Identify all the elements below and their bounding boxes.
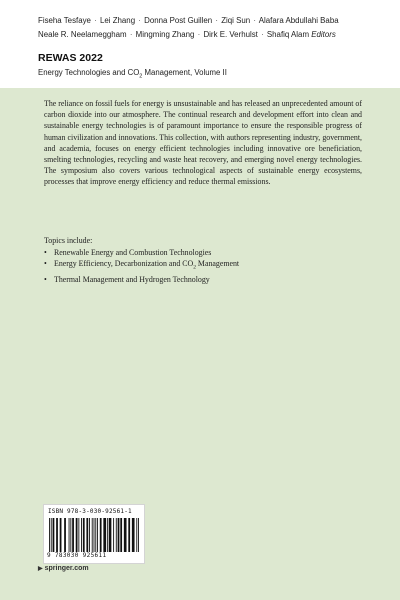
barcode-stripe [132, 518, 135, 552]
barcode-stripe [92, 518, 93, 552]
author-name: Neale R. Neelameggham [38, 29, 127, 39]
barcode-stripe [116, 518, 117, 552]
book-subtitle [38, 68, 227, 80]
barcode-stripe [81, 518, 82, 552]
topics-heading: Topics include: [44, 236, 93, 245]
author-separator: · [261, 29, 264, 39]
author-name: Shafiq Alam [266, 29, 310, 39]
topic-text-end: Management [195, 259, 240, 269]
bullet-icon: • [44, 259, 47, 269]
barcode-stripe [78, 518, 79, 552]
barcode-stripe [89, 518, 90, 552]
editors-label: Editors [311, 29, 336, 39]
barcode-stripe [94, 518, 95, 552]
barcode-stripe [49, 518, 50, 552]
barcode-stripe [76, 518, 78, 552]
barcode-stripe [95, 518, 96, 552]
isbn-label: ISBN 978-3-030-92561-1 [48, 508, 132, 515]
barcode-digits: 9 783030 925611 [47, 552, 107, 559]
author-separator: · [129, 29, 133, 39]
author-separator: · [253, 16, 256, 25]
author-separator: · [138, 16, 141, 25]
topic-text: Energy Efficiency, Decarbonization and CO [54, 259, 194, 269]
barcode-stripe [53, 518, 55, 552]
barcode-stripe [51, 518, 52, 552]
barcode-stripe [69, 518, 70, 552]
barcode-stripe [103, 518, 106, 552]
barcode-stripe [107, 518, 108, 552]
barcode-stripe [97, 518, 98, 552]
topic-text: Renewable Energy and Combustion Technologies [54, 248, 212, 257]
barcode-stripe [64, 518, 66, 552]
author-name: Alafara Abdullahi Baba [258, 16, 339, 25]
barcode-stripe [124, 518, 127, 552]
topic-item [44, 274, 239, 285]
barcode-stripe [70, 518, 71, 552]
bullet-icon: • [44, 275, 47, 285]
author-name: Lei Zhang [99, 16, 136, 25]
barcode-stripe [138, 518, 139, 552]
author-name: Mingming Zhang [135, 29, 195, 39]
isbn-barcode [43, 504, 145, 564]
topic-item [44, 247, 239, 258]
barcode-stripe [72, 518, 74, 552]
bullet-icon: • [44, 248, 47, 257]
publisher-url-text: springer.com [44, 565, 89, 572]
barcode-stripe [56, 518, 58, 552]
barcode-stripe [128, 518, 130, 552]
topic-text: Thermal Management and Hydrogen Technology [54, 275, 210, 285]
barcode-stripe [83, 518, 85, 552]
barcode-stripe [113, 518, 114, 552]
topic-item [44, 258, 239, 274]
author-name: Dirk E. Verhulst [203, 29, 258, 39]
description-paragraph: The reliance on fossil fuels for energy is unsustainable and has released an unprecedented amount of carbon dioxide into our atmosphere. The continual research and development effort into clean and sustainable energy technologies is of paramount importance to ensure the responsible progress of human civilization and innovations. This collection, with authors representing industry, government, and academia, focuses on energy efficient technologies including innovative ore beneficiation, smelting technologies, recycling and waste heat recovery, and emerging novel energy technologies. The symposium also covers various technological aspects of sustainable energy ecosystems, processes that improve energy efficiency and reduce thermal emissions. [44, 99, 362, 187]
triangle-right-icon: ▶ [38, 566, 43, 572]
topic-subscript: 2 [193, 264, 196, 271]
subtitle-subscript: 2 [139, 73, 143, 80]
author-list [38, 14, 383, 41]
author-separator: · [197, 29, 201, 39]
book-title: REWAS 2022 [38, 52, 103, 64]
barcode-stripe [118, 518, 120, 552]
author-name: Donna Post Guillen [144, 16, 213, 25]
publisher-link[interactable] [38, 565, 89, 572]
subtitle-text-end: Management, Volume II [142, 68, 227, 77]
topics-list [44, 247, 239, 285]
barcode-stripe [100, 518, 102, 552]
author-separator: · [94, 16, 97, 25]
barcode-stripe [86, 518, 88, 552]
author-name: Fiseha Tesfaye [38, 16, 91, 25]
author-separator: · [215, 16, 218, 25]
barcode-stripe [60, 518, 62, 552]
subtitle-text: Energy Technologies and CO [38, 68, 140, 77]
barcode-stripe [109, 518, 112, 552]
barcode-bars [49, 518, 139, 552]
barcode-stripe [136, 518, 137, 552]
author-name: Ziqi Sun [221, 16, 251, 25]
barcode-stripe [120, 518, 122, 552]
